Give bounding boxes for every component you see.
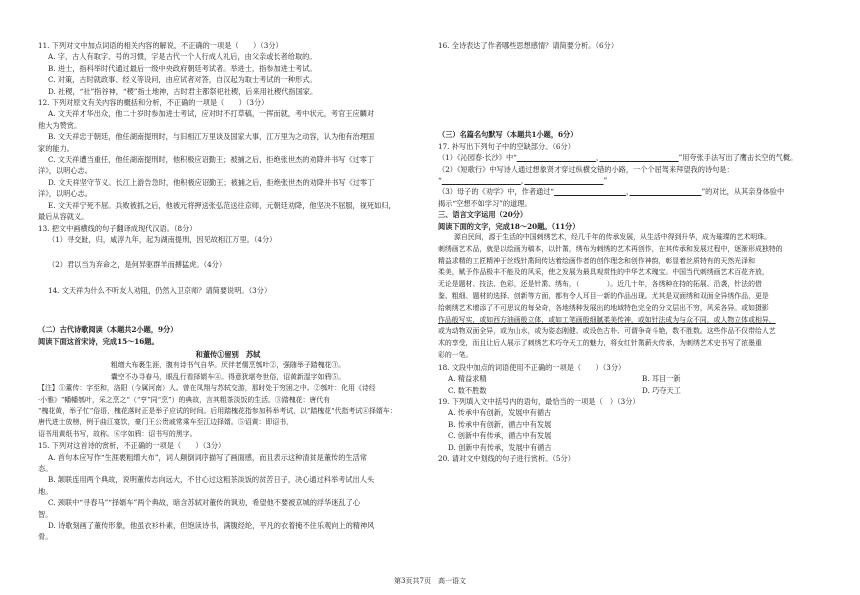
q13-stem: 13. 把文中画横线的句子翻译成现代汉语。（8分） [38,223,197,233]
q13-sentence-1: （1）寻交趾，归，咸淳九年，起为湖南提刑，因见故相江万里。（4分） [48,234,277,244]
q17-item-3-cont: 揭示“空想不如学习”的道理。 [438,198,532,208]
q17-item-2-comma: ， [520,176,525,186]
q17-item-2: （2）《短歌行》中写诗人通过想象贤才穿过纵横交错的小路，一个个屈驾来拜望我的诗句是： [438,164,734,174]
blank-field[interactable] [524,176,603,185]
passage-line: 源自民间，源于生活的中国刺绣艺术，经几千年的传承发展，从生活中得到升华，成为璀璨的艺术明珠。 [454,233,771,242]
q18-options-row [438,373,826,384]
passage-line: 无论是题材、技法、色彩，还是针黹、绣布，（ ）。近几十年，各绣种在持的拓展、沿袭，针法的借 [438,280,762,289]
passage-line: 精益求精的工匠精神于丝线针黹间传达着绘画作者的创作理念和创作神韵，彰显着丝质特有的天然光泽和 [438,256,755,265]
answer-space [38,245,418,259]
passage-line: 彩的一笔。 [438,351,473,360]
section-dictation-title: （三）名篇名句默写（本题共1小题，6分） [438,130,578,140]
q17-item-2-blanks [438,175,826,186]
q12-option-d-cont: 洋》，以明心志。 [38,189,92,199]
q12-option-c: C. 文天祥遭当重任，他任湖南提刑时，他积极应诏勤王；被捕之后，拒绝张世杰的劝降并书写《过零丁 [48,155,375,165]
answer-space [38,296,418,324]
q19-stem: 19. 下列填入文中括号内的语句，最恰当的一项是（ ）（3分） [438,397,640,407]
q15-option-d-cont: 骨。 [38,532,53,542]
blank-field[interactable] [599,153,678,162]
q12-stem: 12. 下列对原文有关内容的概括和分析，不正确的一项是（ ）（3分） [38,98,269,108]
q18-option-b: B. 耳目一新 [642,374,681,384]
q17-item-1-text: （1）《沁园春·长沙》中“ [438,153,517,163]
passage-line: 鉴、粗细、题材的选择、创新等方面，都有令人耳目一新的作品出现。尤其是双面绣和双面全异绣作品，更是 [438,292,769,301]
passage-line: 术的享受，而且让后人展示了刺绣艺术巧夺天工的魅力，将女红针黹薪火传承，为刺绣艺术史书写了浓墨重 [438,339,762,348]
q17-item-3-text: （3）母子的《劝学》中，作者通过“ [438,187,555,197]
q17-item-3-comma: ， [625,187,630,197]
section-poetry-title: （二）古代诗歌阅读（本题共2小题，9分） [38,325,178,335]
passage-line: 柔美，赋予作品极丰不能及的风采，使之发展为最具观赏性的中华艺术瑰宝。中国当代刺绣画艺术百花齐放， [438,268,769,277]
q12-option-a: A. 文天祥才华出众，他二十岁时参加进士考试，应对时不打草稿，一挥而就，考中状元，考官王应麟对 [48,109,375,119]
q15-option-c: C. 颈联中“寻春马”“择婿车”两个典故，暗含苏轼对董传的讽劝，希望他不要被京城的浮华迷乱了心 [48,498,361,508]
q12-option-c-cont: 洋》，以明心志。 [38,166,92,176]
q17-item-3-tail: ”的对比，从其亲身体验中 [701,187,785,197]
q11-option-b: B. 进士，指科举时代通过最后一级中央政府朝廷考试者。举进士，指参加进士考试。 [48,63,317,73]
q18-option-d: D. 巧夺天工 [642,385,681,395]
answer-space [38,271,418,285]
passage-line: 或为动物双面全异，或为山水，或为姿态刚健、或设色古朴、可谓争奇斗艳，数不胜数。这些作品不仅带给人艺 [438,327,776,336]
q19-option-c: C. 创新中有传承，循古中有发展 [448,431,552,441]
q18-option-a: A. 精益求精 [448,374,487,384]
q18-options-row [438,385,826,396]
poem-note: “槐花黄，举子忙”俗语，槐花落时正是举子应试的时间。后用踏槐花指参加科举考试，以“踏槐花”代指考试④择婿车： [38,406,397,415]
q19-option-d: D. 创新中有传承，发展中有循古 [448,442,552,452]
left-column [38,40,418,543]
poem-title: 和董传①留别 苏轼 [195,349,261,359]
q11-option-a: A. 字，古人有取字、号的习惯，字是古代一个人行成人礼后，由父亲或长者给取的。 [48,52,317,62]
answer-space [438,51,826,129]
poem-note: ·小雅》“幡幡瓠叶，采之烹之”（“亨”同“烹”）的典故，言其粗茶淡饭的生活。③踏槐花：唐代有 [38,395,331,404]
q19-option-a: A. 传承中有创新，发展中有循古 [448,408,552,418]
q15-option-d: D. 诗歌刻画了董传形象，他虽衣衫朴素，但饱读诗书，满腹经纶，平凡的衣着掩不住乐观向上的精神风 [48,521,375,531]
q15-option-b-cont: 地。 [38,486,53,496]
blank-field[interactable] [630,187,702,196]
q20-stem: 20. 请对文中划线的句子进行赏析。（5分） [438,454,575,464]
poem-note: 【注】①董传：字至和，洛阳（今属河南）人。曾在凤翔与苏轼交游，那时处于穷困之中。②瓠叶：化用《诗经 [38,384,376,393]
q19-option-b: B. 传承中有创新，循古中有发展 [448,419,552,429]
q17-item-1-comma: ， [595,153,600,163]
poem-note: 唐代进士放榜，例于曲江宴饮，豪门王公贵戚常乘车至江边择婿。⑤诏黄：即诏书， [38,418,293,427]
q17-item-2-close-quote: ” [603,176,608,186]
q17-stem: 17. 补写出下列句子中的空缺部分。（6分） [438,141,575,151]
blank-field[interactable] [442,176,521,185]
q12-option-e: E. 文天祥宁死不屈。兵败被抓之后，他被元将押送张弘范送往京师，元朝廷劝降，他坚决不屈服，视死如归， [48,200,396,210]
q17-item-1 [438,152,826,163]
passage-line: 给刺绣艺术增添了不可思议的每朵奇，各地绣种发展出的地域特色完全的分文层出不穷，风采各异。或如摄影 [438,303,769,312]
section-poetry-intro: 阅读下面这首宋诗，完成15～16题。 [38,336,159,346]
poem-line-1: 粗缯大布裹生涯，腹有诗书气自华。厌伴老儒烹瓠叶②，强随举子踏槐花③。 [110,361,346,370]
q12-option-b-cont: 家的能力。 [38,143,74,153]
q15-option-c-cont: 智。 [38,509,53,519]
q12-option-d: D. 文天祥坚守节义。长江上游告急时，他积极应诏勤王；被捕之后，拒绝张世杰的劝降并书写《过零丁 [48,177,375,187]
q11-option-d: D. 社稷，“社”指谷神，“稷”指土地神，古时君主都祭祀社稷，后来用社稷代指国家。 [48,86,318,96]
poem-line-2: 囊空不办寻春马，眼乱行看择婿车④。得意犹堪夸世俗，诏黄新湿字如鸦⑤。 [110,372,346,381]
section-language-title: 三、语言文字运用（20分） [438,210,528,220]
q11-stem: 11. 下列对文中加点词语的相关内容的解说，不正确的一项是（ ）（3分） [38,41,283,50]
q13-sentence-2: （2）君以当为弃命之，是何异驱群羊而搏猛虎。（4分） [48,260,227,270]
poem-note: 诏书用黄纸书写，故称。⑥字如鸦：诏书写的黑字。 [38,429,197,438]
page-footer: 第3页共7页 高一语文 [394,577,466,585]
q15-option-a-cont: 态。 [38,464,53,473]
q17-item-1-tail: ”用夸张手法写出了鹰击长空的气概。 [678,153,798,163]
q15-option-b: B. 颔联连用两个典故，说明董传志向远大，不甘心过这粗茶淡饭的贫苦日子，决心通过科举考试出人头 [48,475,375,485]
q11-option-c: C. 对策，古时就政事、经义等设问，由应试者对答，自汉起为取士考试的一种形式。 [48,75,317,85]
q15-option-a: A. 首句本应写作“生涯裹粗缯大布”，词人颠倒词序描写了画面感，而且表示这种清贫是董传的生活常 [48,452,367,462]
q12-option-b: B. 文天祥忠于朝廷，他任湖南提刑时，与旧相江万里谈及国家大事，江万里为之动容，认为他有治理国 [48,132,375,142]
passage-line-underlined: 作品般写实，或如西方油画般立体，或如工笔画般细腻柔美传神，或如针法成为与众不同，或人物立体或相异， [438,315,776,324]
q12-option-e-cont: 最后从容就义。 [38,212,89,222]
q18-stem: 18. 文段中加点的词语使用不正确的一项是（ ）（3分） [438,362,626,372]
section-language-intro: 阅读下面的文字，完成18～20题。（11分） [438,221,580,231]
q12-option-a-cont: 他大为赞赏。 [38,120,82,130]
right-column [438,40,826,464]
passage-line: 刺绣画艺术品，就是以绘画为稿本，以针黹，绣布为刺绣的艺术再创作，在其传承和发展过程中，逐渐形成独特的 [438,244,783,253]
q17-item-3 [438,186,826,197]
blank-field[interactable] [554,187,626,196]
q14-stem: 14. 文天祥为什么不听友人劝阻，仍然入卫京师？请简要说明。（3分） [48,285,272,295]
q15-stem: 15. 下列对这首诗的赏析，不正确的一项是（ ）（3分） [38,441,226,451]
q16-stem: 16. 全诗表达了作者哪些思想感情？请简要分析。（6分） [438,41,619,50]
q17-item-2-open-quote: “ [438,176,442,186]
q18-option-c: C. 数不胜数 [448,385,487,395]
reading-passage [438,232,826,362]
blank-field[interactable] [517,153,596,162]
